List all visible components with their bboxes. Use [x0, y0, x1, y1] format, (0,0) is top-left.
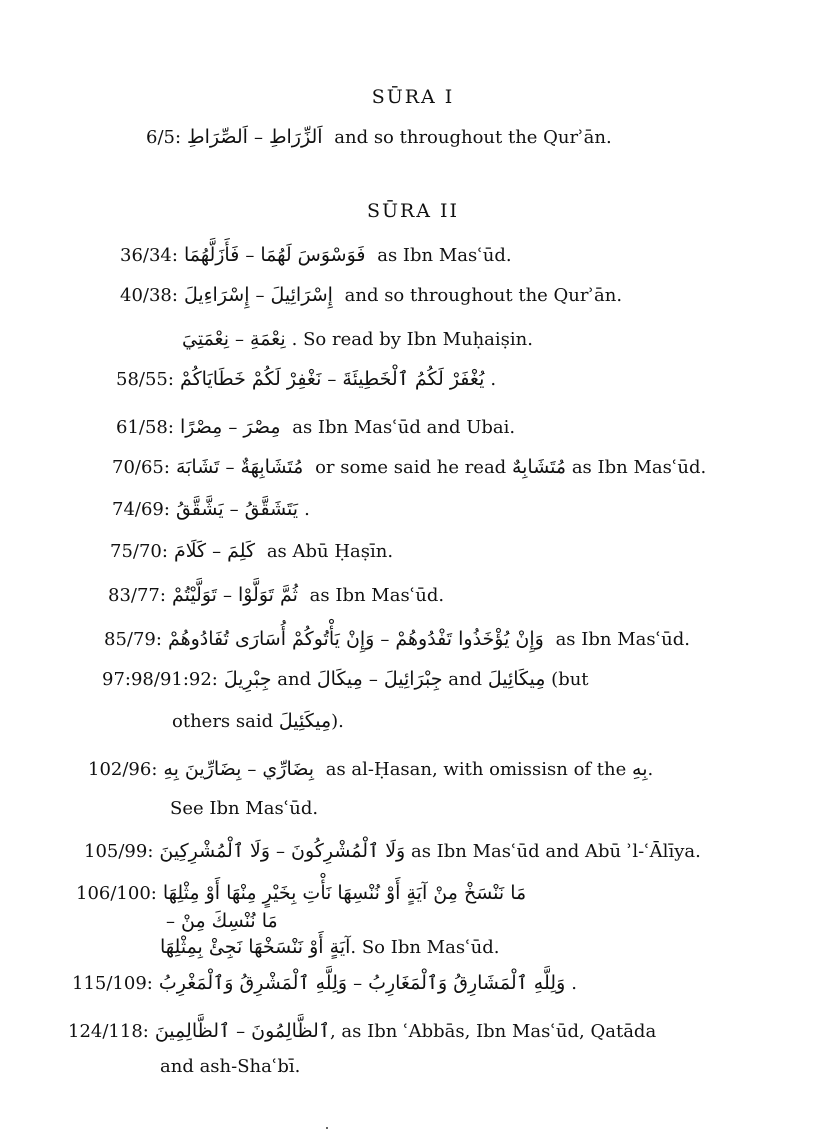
verse-ref: 97:98/91:92:: [102, 669, 218, 690]
arabic-reading: إِسْرَاءِيلَ: [183, 284, 250, 306]
arabic-reading: وَإِنْ يَأْتُوكُمْ أُسَارَى تُفَادُوهُمْ: [167, 628, 375, 650]
arabic-reading: وَلِلَّهِ ٱلْمَشْرِقُ وَٱلْمَغْرِبُ: [158, 972, 348, 994]
arabic-variant: إِسْرَائِيلَ: [270, 284, 333, 306]
entry-106-100: [76, 880, 526, 907]
note: and: [448, 669, 483, 690]
dash: –: [353, 973, 363, 994]
entry-75-70: [110, 538, 393, 565]
dash: –: [380, 629, 390, 650]
arabic-variant: وَإِنْ يُؤْخَذُوا تَفْدُوهُمْ: [395, 628, 544, 650]
and-text: and: [277, 669, 312, 690]
verse-ref: 124/118:: [68, 1021, 149, 1042]
note: as Ibn Masʿūd.: [377, 245, 512, 266]
dash: –: [368, 669, 378, 690]
arabic-reading: اَلصِّرَاطِ: [187, 126, 248, 148]
arabic-variant-alt: مُتَشَابِهٌ: [511, 456, 567, 478]
note-2: .: [647, 759, 654, 780]
arabic-variant-2: آيَةٍ أَوْ نَنْسَخْهَا نَجِئْ بِمِثْلِهَا: [160, 936, 351, 958]
arabic-reading: تَوَلَّيْتُمْ: [171, 584, 217, 606]
entry-40-38-continued: [182, 326, 533, 353]
note: as Abū Ḥaṣīn.: [266, 541, 394, 562]
entry-124-118-continued: [160, 1054, 300, 1080]
arabic-variant: بِضَارِّي: [262, 758, 314, 780]
entry-97-98-continued: [172, 708, 344, 735]
note: and so throughout the Qurʾān.: [334, 127, 612, 148]
arabic-reading: فَأَزَلَّهُمَا: [183, 244, 240, 266]
sura-2-heading: SŪRA II: [366, 200, 460, 222]
arabic-reading: نَغْفِرْ لَكُمْ خَطَايَاكُمْ: [179, 368, 322, 390]
verse-ref: 115/109:: [72, 973, 153, 994]
continuation-text: See Ibn Masʿūd.: [170, 798, 319, 819]
verse-ref: 83/77:: [108, 585, 166, 606]
verse-ref: 105/99:: [84, 841, 154, 862]
note: . So read by Ibn Muḥaiṣin.: [291, 329, 533, 350]
dash: –: [247, 759, 257, 780]
entry-61-58: [116, 414, 515, 441]
arabic-variant: كَلِمَ: [227, 540, 256, 562]
verse-ref: 74/69:: [112, 499, 170, 520]
entry-36-34: [120, 242, 512, 269]
arabic-reading: بِضَارِّينَ بِهِ: [163, 758, 242, 780]
page-speck: [326, 1127, 328, 1129]
arabic-reading: تَشَابَهَ: [175, 456, 220, 478]
entry-124-118: [68, 1018, 656, 1045]
arabic-reading: نِعْمَتِيَ: [182, 328, 230, 350]
entry-102-96-continued: [170, 796, 318, 822]
arabic-variant: وَلَا ٱلْمُشْرِكُونَ: [291, 840, 406, 862]
note: .: [571, 973, 577, 994]
sura-1-heading: SŪRA I: [371, 86, 455, 108]
note: , as Ibn ʿAbbās, Ibn Masʿūd, Qatāda: [329, 1021, 657, 1042]
dash: –: [255, 285, 265, 306]
note-2: as Ibn Masʿūd.: [571, 457, 707, 478]
dash: –: [276, 841, 286, 862]
verse-ref: 70/65:: [112, 457, 170, 478]
note: and so throughout the Qurʾān.: [344, 285, 623, 306]
continuation-end: ).: [331, 711, 344, 732]
arabic-reading: ٱلظَّالِمِينَ: [154, 1020, 231, 1042]
dash: –: [228, 417, 238, 438]
arabic-variant-3: مِيكَئِيلَ: [278, 710, 332, 732]
arabic-reading: وَلَا ٱلْمُشْرِكِينَ: [159, 840, 271, 862]
note: .: [304, 499, 310, 520]
entry-74-69: [112, 496, 310, 523]
dash: –: [245, 245, 255, 266]
arabic-variant: مَا نُنْسِكَ مِنْ: [181, 910, 278, 932]
note-2: (but: [551, 669, 589, 690]
verse-ref: 36/34:: [120, 245, 178, 266]
note: or some said he read: [315, 457, 507, 478]
dash: –: [253, 127, 263, 148]
entry-115-109: [72, 970, 577, 997]
verse-ref: 6/5:: [146, 127, 182, 148]
continuation-text: and ash-Shaʿbī.: [160, 1056, 301, 1077]
verse-ref: 58/55:: [116, 369, 174, 390]
verse-ref: 61/58:: [116, 417, 174, 438]
note: .: [490, 369, 497, 390]
dash: –: [236, 1021, 246, 1042]
arabic-word: بِهِ: [632, 758, 648, 780]
verse-ref: 106/100:: [76, 883, 157, 904]
note: as Ibn Masʿūd.: [555, 629, 690, 650]
arabic-variant: مُتَشَابِهَةٌ: [240, 456, 304, 478]
arabic-variant: يَتَشَقَّقُ: [244, 498, 299, 520]
dash: –: [229, 499, 239, 520]
entry-106-100-continued: [160, 934, 499, 961]
entry-97-98: [102, 666, 589, 693]
note: as Ibn Masʿūd and Abū ʾl-ʿĀlīya.: [410, 841, 701, 862]
arabic-reading-2: مِيكَالَ: [316, 668, 363, 690]
arabic-variant: فَوَسْوَسَ لَهُمَا: [260, 244, 366, 266]
entry-106-100-variant: [160, 908, 278, 935]
entry-58-55: [116, 366, 496, 393]
note: . So Ibn Masʿūd.: [350, 937, 500, 958]
dash: –: [166, 911, 175, 932]
arabic-variant: وَلِلَّهِ ٱلْمَشَارِقُ وَٱلْمَغَارِبُ: [368, 972, 566, 994]
dash: –: [222, 585, 232, 606]
arabic-reading: كَلَامَ: [173, 540, 207, 562]
verse-ref: 85/79:: [104, 629, 162, 650]
arabic-variant: اَلزِّرَاطِ: [268, 126, 323, 148]
arabic-reading: مَا نَنْسَخْ مِنْ آيَةٍ أَوْ نُنْسِهَا نَأْتِ بِخَيْرٍ مِنْهَا أَوْ مِثْلِهَا: [162, 882, 527, 904]
dash: –: [327, 369, 337, 390]
entry-85-79: [104, 626, 690, 653]
dash: –: [225, 457, 235, 478]
entry-70-65: [112, 454, 706, 481]
entry-83-77: [108, 582, 444, 609]
arabic-variant: ٱلظَّالِمُونَ: [251, 1020, 330, 1042]
arabic-variant-2: مِيكَائِيلَ: [487, 668, 546, 690]
note: as Ibn Masʿūd and Ubai.: [292, 417, 516, 438]
arabic-reading: يَشَّقَّقُ: [175, 498, 224, 520]
arabic-variant: نِعْمَةِ: [250, 328, 286, 350]
arabic-reading: جِبْرِيلَ: [223, 668, 272, 690]
dash: –: [212, 541, 222, 562]
arabic-variant: جِبْرَائِيلَ: [383, 668, 443, 690]
continuation-text: others said: [172, 711, 274, 732]
entry-105-99: [84, 838, 701, 865]
note: as Ibn Masʿūd.: [309, 585, 445, 606]
arabic-reading: مِصْرًا: [179, 416, 223, 438]
verse-ref: 75/70:: [110, 541, 168, 562]
arabic-variant: ثُمَّ تَوَلَّوْا: [237, 584, 298, 606]
entry-102-96: [88, 756, 653, 783]
entry-6-5: [146, 124, 612, 151]
dash: –: [235, 329, 245, 350]
note: as al-Ḥasan, with omissisn of the: [325, 759, 627, 780]
verse-ref: 102/96:: [88, 759, 158, 780]
arabic-variant: مِصْرَ: [243, 416, 281, 438]
verse-ref: 40/38:: [120, 285, 178, 306]
arabic-variant: يُغْفَرْ لَكُمُ ٱلْخَطِيئَةَ: [342, 368, 485, 390]
entry-40-38: [120, 282, 622, 309]
